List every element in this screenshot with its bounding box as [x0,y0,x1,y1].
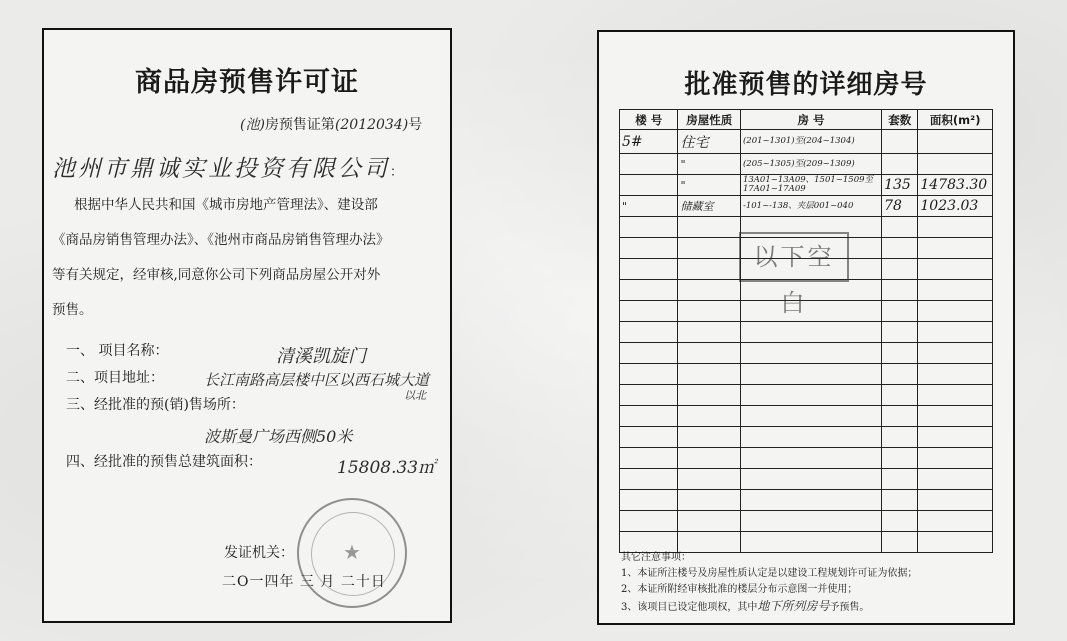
empty-cell [882,259,918,280]
empty-cell [620,343,678,364]
col-header-rooms: 房 号 [740,110,881,130]
project-address-value: 长江南路高层楼中区以西石城大道 [204,371,430,389]
empty-cell [918,385,993,406]
cell-rooms: -101~-138、夹层001~040 [740,196,881,217]
note-3-suffix: 予预售。 [829,602,870,613]
cell-building: " [620,196,678,217]
total-area-value: 15808.33㎡ [337,458,436,478]
certificate-number-line [240,114,422,134]
empty-cell [740,385,881,406]
empty-cell [918,511,993,532]
empty-cell [882,490,918,511]
project-name-value: 清溪凯旋门 [276,346,366,367]
table-row-empty [620,343,993,364]
body-text-line: 等有关规定，经审核,同意你公司下列商品房屋公开对外 [52,267,381,283]
cell-count: 78 [882,196,918,217]
table-row [620,154,993,175]
empty-cell [620,280,678,301]
empty-cell [918,490,993,511]
empty-cell [882,238,918,259]
cert-number-suffix: 号 [408,117,423,133]
body-text-line: 《商品房销售管理办法》、《池州市商品房销售管理办法》 [52,232,390,248]
empty-cell [678,448,741,469]
note-item [621,598,917,616]
empty-cell [740,343,881,364]
empty-cell [740,301,881,322]
empty-cell [882,511,918,532]
note-3-handwritten: 地下所列房号 [757,599,830,613]
empty-cell [882,448,918,469]
empty-cell [882,280,918,301]
col-header-building: 楼 号 [620,110,678,130]
empty-cell [620,217,678,238]
table-row [620,175,993,196]
cell-count [882,154,918,175]
cell-area: 14783.30 [918,175,993,196]
room-table [619,109,993,553]
empty-cell [918,238,993,259]
empty-cell [918,343,993,364]
empty-cell [918,532,993,553]
empty-cell [740,511,881,532]
empty-cell [918,427,993,448]
note-item: 2、本证所附经审核批准的楼层分布示意图一并使用； [621,584,858,595]
empty-cell [678,490,741,511]
empty-cell [918,448,993,469]
empty-cell [740,490,881,511]
total-area-label: 四、经批准的预售总建筑面积： [66,454,262,470]
empty-cell [678,469,741,490]
cell-area [918,154,993,175]
empty-cell [882,469,918,490]
empty-cell [918,322,993,343]
empty-cell [882,364,918,385]
table-header-row [620,110,993,130]
empty-cell [882,301,918,322]
table-row-empty [620,385,993,406]
table-row [620,130,993,154]
empty-cell [678,301,741,322]
sales-location-label: 三、经批准的预(销)售场所： [66,397,245,413]
empty-cell [740,469,881,490]
body-text-line: 根据中华人民共和国《城市房地产管理法》、建设部 [74,197,378,213]
cell-nature: " [678,175,741,196]
note-3-prefix: 3、该项目已设定他项权，其中 [621,602,758,613]
room-table-body [620,130,993,553]
empty-cell [918,217,993,238]
empty-cell [882,406,918,427]
empty-cell [620,301,678,322]
empty-cell [918,469,993,490]
empty-cell [620,259,678,280]
cert-number-label: 房预售证第 [264,117,335,133]
empty-cell [740,406,881,427]
cell-area [918,130,993,154]
table-row-empty [620,406,993,427]
empty-cell [740,280,881,301]
empty-cell [620,406,678,427]
empty-cell [740,448,881,469]
cell-building: 5# [620,130,678,154]
empty-cell [740,322,881,343]
empty-cell [620,322,678,343]
empty-cell [918,364,993,385]
cell-rooms: (201~1301)至(204~1304) [740,130,881,154]
empty-cell [620,427,678,448]
table-row-empty [620,427,993,448]
empty-cell [678,322,741,343]
cell-building [620,154,678,175]
empty-cell [918,280,993,301]
presale-permit-page [42,28,452,623]
issuing-authority-label: 发证机关： [224,545,294,561]
cert-region-handwritten: (池) [240,117,265,133]
col-header-count: 套数 [882,110,918,130]
permit-title: 商品房预售许可证 [135,67,359,98]
cell-count [882,130,918,154]
body-text-line: 预售。 [52,302,93,318]
cell-rooms: 13A01~13A09、1501~1509至17A01~17A09 [740,175,881,196]
seal-star-icon: ★ [343,540,361,564]
table-row-empty [620,490,993,511]
empty-cell [678,406,741,427]
cell-area: 1023.03 [918,196,993,217]
empty-cell [620,385,678,406]
empty-cell [678,364,741,385]
empty-cell [678,385,741,406]
empty-cell [918,406,993,427]
empty-cell [882,217,918,238]
room-detail-page [597,30,1015,625]
cell-building [620,175,678,196]
project-address-label: 二、项目地址： [66,370,164,386]
cell-nature: 住宅 [678,130,741,154]
note-item: 1、本证所注楼号及房屋性质认定是以建设工程规划许可证为依据； [621,568,918,579]
cert-number-handwritten: (2012034) [334,117,409,133]
empty-cell [620,469,678,490]
table-row-empty [620,448,993,469]
company-name-suffix: ： [390,165,407,180]
company-name [52,150,406,183]
empty-cell [620,511,678,532]
official-seal [297,498,407,608]
room-detail-title: 批准预售的详细房号 [684,70,928,100]
company-name-handwritten: 池州市鼎诚实业投资有限公司 [52,156,390,182]
cell-rooms: (205~1305)至(209~1309) [740,154,881,175]
empty-cell [678,217,741,238]
empty-cell [740,427,881,448]
empty-cell [678,238,741,259]
empty-cell [678,259,741,280]
empty-cell [882,322,918,343]
table-row-empty [620,511,993,532]
cell-nature: " [678,154,741,175]
empty-cell [740,364,881,385]
empty-cell [620,364,678,385]
empty-cell [678,343,741,364]
empty-cell [882,343,918,364]
table-row-empty [620,364,993,385]
notes-title: 其它注意事项： [621,552,691,563]
empty-cell [678,280,741,301]
empty-cell [918,301,993,322]
empty-cell [620,238,678,259]
empty-cell [678,427,741,448]
empty-cell [620,448,678,469]
issue-date: 二O一四年 三 月 二十日 [222,574,386,590]
empty-cell [918,259,993,280]
table-row-empty [620,469,993,490]
col-header-nature: 房屋性质 [678,110,741,130]
project-address-value-cont: 以北 [404,389,426,402]
empty-cell [882,385,918,406]
empty-cell [620,490,678,511]
table-row [620,196,993,217]
sales-location-value: 波斯曼广场西侧50米 [204,427,353,446]
col-header-area: 面积(m²) [918,110,993,130]
blank-below-stamp: 以下空白 [739,232,849,282]
cell-nature: 储藏室 [678,196,741,217]
empty-cell [882,427,918,448]
project-name-label: 一、 项目名称： [66,343,169,359]
cell-count: 135 [882,175,918,196]
empty-cell [678,511,741,532]
notes-section [621,550,917,616]
